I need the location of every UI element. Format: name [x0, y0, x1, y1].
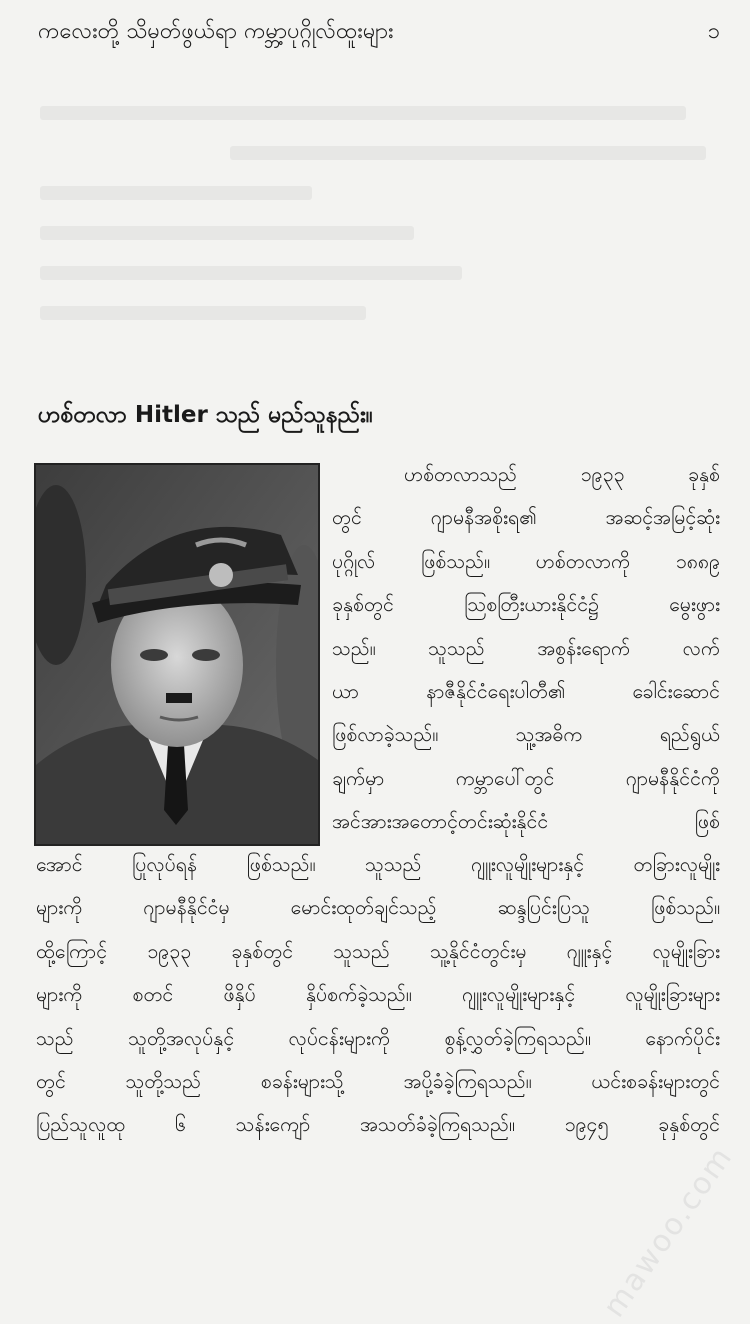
text-line: များကို ဂျာမနီနိုင်ငံမှ မောင်းထုတ်ချင်သည့် ဆန္ဒပြင်းပြသူ ဖြစ်သည်။	[36, 896, 720, 920]
text-line: သည်။ သူသည် အစွန်းရောက် လက်	[332, 636, 720, 660]
text-line: ချက်မှာ ကမ္ဘာပေါ်တွင် ဂျာမနီနိုင်ငံကို	[332, 766, 720, 790]
page-header	[38, 12, 720, 52]
text-line: တွင် ဂျာမနီအစိုးရ၏ အဆင့်အမြင့်ဆုံး	[332, 506, 720, 530]
bleed-through-text	[40, 80, 720, 390]
text-line: ဟစ်တလာသည် ၁၉၃၃ ခုနှစ်	[404, 463, 720, 486]
portrait-photo	[34, 463, 320, 846]
running-title: ကလေးတို့ သိမှတ်ဖွယ်ရာ ကမ္ဘာ့ပုဂ္ဂိုလ်ထူးများ	[38, 18, 394, 44]
text-line: သည် သူတို့အလုပ်နှင့် လုပ်ငန်းများကို စွန့်လွှတ်ခဲ့ကြရသည်။ နောက်ပိုင်း	[36, 1026, 720, 1050]
text-line: ပုဂ္ဂိုလ် ဖြစ်သည်။ ဟစ်တလာကို ၁၈၈၉	[332, 549, 720, 573]
portrait-illustration	[36, 465, 318, 844]
text-line: ခုနှစ်တွင် သြစတြီးယားနိုင်ငံ၌ မွေးဖွား	[332, 593, 720, 617]
text-line: ထို့ကြောင့် ၁၉၃၃ ခုနှစ်တွင် သူသည် သူ့နိုင်ငံတွင်းမှ ဂျူးနှင့် လူမျိုးခြား	[36, 939, 720, 963]
page-number: ၁	[707, 18, 720, 44]
wrapped-paragraph	[332, 453, 720, 844]
watermark: mawoo.com	[596, 1139, 740, 1324]
full-width-paragraph	[36, 843, 720, 1147]
text-line: များကို စတင် ဖိနှိပ် နှိပ်စက်ခဲ့သည်။ ဂျူးလူမျိုးများနှင့် လူမျိုးခြားများ	[36, 983, 720, 1007]
text-line: ယာ နာဇီနိုင်ငံရေးပါတီ၏ ခေါင်းဆောင်	[332, 679, 720, 703]
text-line: အင်အားအတောင့်တင်းဆုံးနိုင်ငံ ဖြစ်	[332, 810, 720, 834]
text-line: တွင် သူတို့သည် စခန်းများသို့ အပို့ခံခဲ့ကြရသည်။ ယင်းစခန်းများတွင်	[36, 1069, 720, 1093]
text-line: ပြည်သူလူထု ၆ သန်းကျော် အသတ်ခံခဲ့ကြရသည်။ ၁၉၄၅ ခုနှစ်တွင်	[36, 1113, 720, 1137]
section-heading: ဟစ်တလာ Hitler သည် မည်သူနည်း။	[38, 402, 373, 428]
text-line: ဖြစ်လာခဲ့သည်။ သူ့အဓိက ရည်ရွယ်	[332, 723, 720, 747]
text-line: အောင် ပြုလုပ်ရန် ဖြစ်သည်။ သူသည် ဂျူးလူမျိုးများနှင့် တခြားလူမျိုး	[36, 853, 720, 876]
